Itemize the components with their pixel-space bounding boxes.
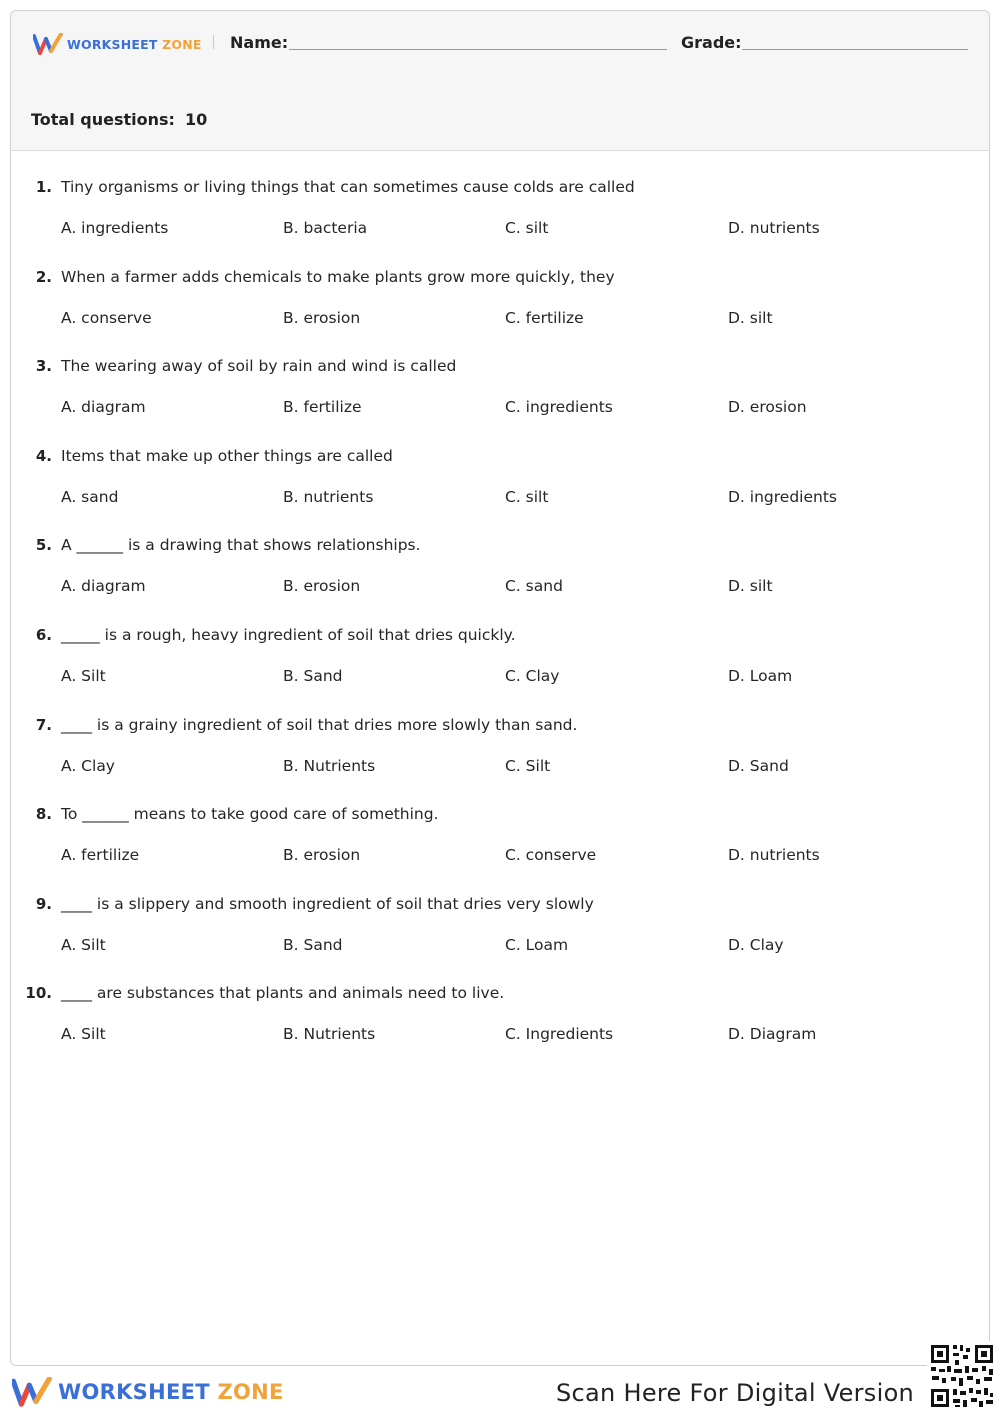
grade-field-line[interactable] [742,49,968,50]
question-number: 10. [25,984,52,1003]
answer-option-b[interactable]: B. bacteria [283,219,368,237]
brand-part-2: ZONE [217,1380,284,1404]
question-list [11,176,989,1072]
total-questions-label: Total questions: [31,110,175,129]
answer-option-a[interactable]: A. diagram [61,577,146,596]
worksheet-zone-logo-icon [12,1377,52,1407]
footer-brand-logo [12,1377,284,1407]
worksheet-page [10,10,990,1366]
answer-option-d[interactable]: D. silt [728,308,773,327]
question-text: Tiny organisms or living things that can sometimes cause colds are called [61,178,635,196]
answer-option-d[interactable]: D. ingredients [728,487,837,506]
answer-option-d[interactable]: D. erosion [728,398,807,417]
answer-option-a[interactable]: A. Silt [61,935,106,954]
answer-option-c[interactable]: C. ingredients [505,398,613,417]
question-text: ____ is a grainy ingredient of soil that dries more slowly than sand. [61,715,578,734]
brand-logo [33,33,202,55]
answer-option-b[interactable]: B. Nutrients [283,756,376,775]
answer-option-b[interactable]: B. fertilize [283,398,362,417]
answer-option-d[interactable]: D. Sand [728,756,789,775]
header-divider [213,35,214,49]
answer-option-d[interactable]: D. silt [728,577,773,596]
answer-option-c[interactable]: C. silt [505,487,549,506]
question-number: 7. [35,715,52,734]
answer-option-b[interactable]: B. Nutrients [283,1025,376,1044]
scan-instruction: Scan Here For Digital Version [556,1379,915,1407]
answer-option-a[interactable]: A. diagram [61,398,146,417]
question-text: ____ is a slippery and smooth ingredient of soil that dries very slowly [61,894,594,913]
question-item [11,176,989,266]
answer-option-d[interactable]: D. nutrients [728,219,820,237]
question-item [11,534,989,624]
answer-option-c[interactable]: C. Loam [505,935,569,954]
total-questions [31,110,207,129]
answer-option-a[interactable]: A. ingredients [61,219,169,237]
answer-option-c[interactable]: C. Ingredients [505,1025,614,1044]
answer-option-b[interactable]: B. Sand [283,935,343,954]
question-item [11,624,989,714]
answer-option-c[interactable]: C. conserve [505,846,597,865]
grade-label: Grade: [681,33,742,52]
answer-option-c[interactable]: C. Silt [505,756,551,775]
question-item [11,803,989,893]
question-number: 9. [35,894,52,913]
question-number: 3. [35,357,52,376]
answer-option-a[interactable]: A. Clay [61,756,115,775]
name-label: Name: [230,33,289,52]
question-text: Items that make up other things are called [61,446,393,465]
answer-option-d[interactable]: D. Diagram [728,1025,817,1044]
question-text: To ______ means to take good care of something. [61,805,439,824]
brand-part-2: ZONE [162,36,202,52]
question-number: 6. [35,625,52,644]
question-number: 1. [35,178,52,196]
qr-code-icon[interactable] [927,1341,997,1411]
answer-option-a[interactable]: A. sand [61,487,119,506]
worksheet-zone-logo-icon [33,33,63,55]
question-text: A ______ is a drawing that shows relationships. [61,536,421,555]
footer-brand-name [58,1380,284,1404]
question-number: 4. [35,446,52,465]
answer-option-b[interactable]: B. erosion [283,577,361,596]
brand-part-1: WORKSHEET [67,36,158,52]
answer-option-a[interactable]: A. Silt [61,666,106,685]
answer-option-b[interactable]: B. erosion [283,308,361,327]
question-item [11,445,989,535]
answer-option-d[interactable]: D. Clay [728,935,784,954]
answer-option-b[interactable]: B. Sand [283,666,343,685]
answer-option-a[interactable]: A. Silt [61,1025,106,1044]
question-text: When a farmer adds chemicals to make plants grow more quickly, they [61,267,615,286]
question-item [11,714,989,804]
question-item [11,355,989,445]
worksheet-header [11,11,989,151]
total-questions-value: 10 [184,110,208,129]
answer-option-c[interactable]: C. sand [505,577,563,596]
question-item [11,266,989,356]
answer-option-c[interactable]: C. silt [505,219,549,237]
answer-option-d[interactable]: D. Loam [728,666,793,685]
answer-option-c[interactable]: C. fertilize [505,308,584,327]
question-text: _____ is a rough, heavy ingredient of soil that dries quickly. [61,625,516,644]
brand-part-1: WORKSHEET [58,1380,210,1404]
question-item [11,982,989,1072]
question-item [11,893,989,983]
question-number: 5. [35,536,52,555]
question-text: ____ are substances that plants and animals need to live. [61,984,505,1003]
answer-option-a[interactable]: A. conserve [61,308,152,327]
answer-option-b[interactable]: B. erosion [283,846,361,865]
answer-option-d[interactable]: D. nutrients [728,846,820,865]
answer-option-b[interactable]: B. nutrients [283,487,374,506]
answer-option-c[interactable]: C. Clay [505,666,560,685]
question-text: The wearing away of soil by rain and wind is called [61,357,457,376]
brand-name [67,37,202,52]
question-number: 8. [35,805,52,824]
name-field-line[interactable] [289,49,667,50]
question-number: 2. [35,267,52,286]
answer-option-a[interactable]: A. fertilize [61,846,140,865]
